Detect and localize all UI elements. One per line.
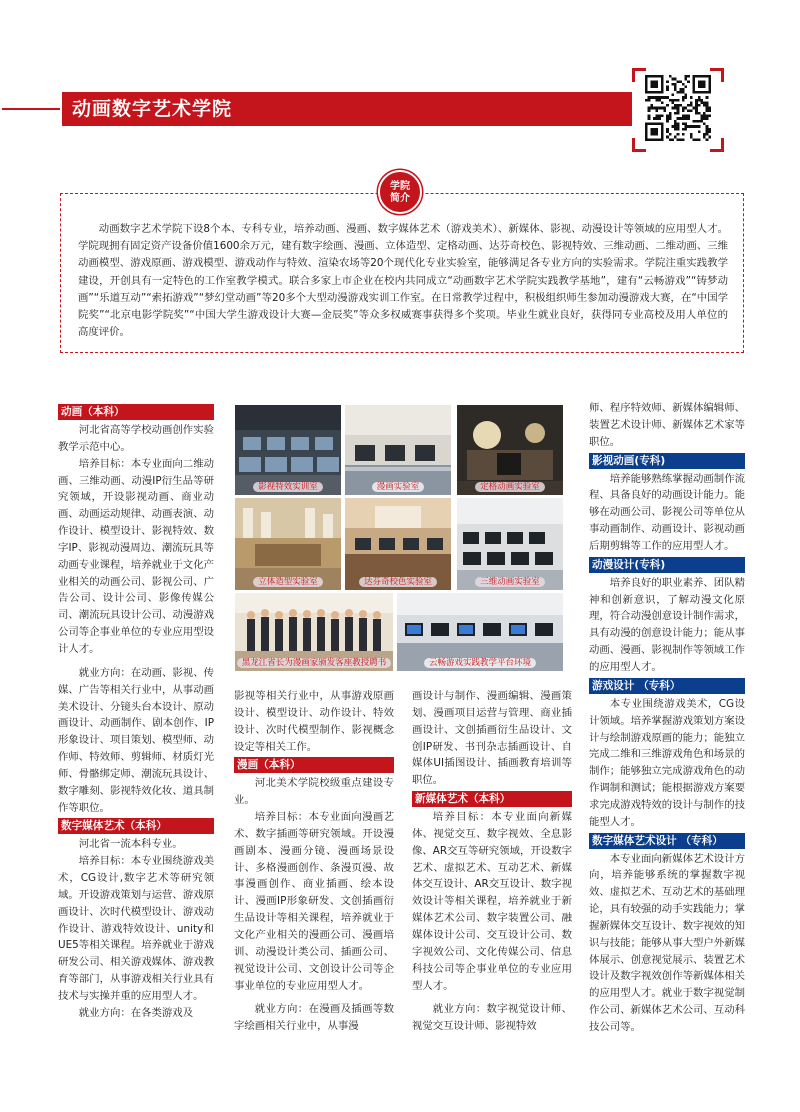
column-2 bbox=[234, 688, 394, 1035]
section-heading-game-design: 游戏设计 （专科） bbox=[589, 678, 745, 694]
section-heading-comics: 漫画（本科） bbox=[234, 757, 394, 773]
photo-3d-modeling-lab bbox=[235, 498, 341, 590]
new-media-design-p1: 本专业面向新媒体艺术设计方向，培养能够系统的掌握数字视效、虚拟艺术、互动艺术的基础理论，具有较强的动手实践能力；掌握新媒体交互设计、数字视效的知识与技能；能够从事大型户外新媒体展示、创意视觉展示、装置艺术设计及数字视效创作等新媒体相关的应用型人才。就业于数字视觉制作公司、新媒体艺术公司、互动科技公司等。 bbox=[589, 852, 745, 1033]
section-heading-film-animation: 影视动画(专科) bbox=[589, 453, 745, 469]
photo-caption: 影视特效实训室 bbox=[253, 482, 323, 492]
new-media-p1: 培养目标：本专业面向新媒体、视觉交互、数字视效、全息影像、AR交互等研究领域，开设数字艺术、虚拟艺术、互动艺术、新媒体交互设计、AR交互设计、数字视效设计等相关课程，培养就业于新媒体艺术公司、数字装置公司、融媒体设计公司、交互设计公司、数字视效公司、文化传媒公司、信息科技公司等企事业单位的专业应用型人才。 bbox=[412, 811, 572, 992]
column-4-continuation: 师、程序特效师、新媒体编辑师、装置艺术设计师、新媒体艺术家等职位。 bbox=[589, 402, 745, 448]
title-banner bbox=[60, 92, 632, 126]
digital-media-p3: 就业方向：在各类游戏及 bbox=[78, 1006, 194, 1019]
digital-media-p2: 培养目标：本专业围绕游戏美术，CG设计,数字艺术等研究领域。开设游戏策划与运营、游戏原画设计、次时代模型设计、游戏动作设计、游戏特效设计、unity和UE5等相关课程。培养就业于游戏研发公司、相关游戏媒体、游戏教育等部门，从事游戏相关行业具有技术与实操并重的应用型人才。 bbox=[58, 855, 214, 1002]
photo-caption: 漫画实验室 bbox=[372, 482, 425, 492]
photo-caption: 黑龙江省长为漫画家颁发客座教授聘书 bbox=[237, 658, 392, 668]
film-animation-p1: 培养能够熟练掌握动画制作流程、具备良好的动画设计能力。能够在动画公司、影视公司等单位从事动画制作、动画设计、影视动画后期剪辑等工作的应用型人才。 bbox=[589, 472, 745, 552]
intro-text: 动画数字艺术学院下设8个本、专科专业，培养动画、漫画、数字媒体艺术（游戏美术）、新媒体、影视、动漫设计等领域的应用型人才。学院现拥有固定资产设备价值1600余万元，建有数字绘画、漫画、立体造型、定格动画、达芬奇校色、影视特效、三维动画、二维动画、三维动画模型、游戏原画、游戏模型、游戏动作与特效、渲染农场等20个现代化专业实验室，能够满足各专业方向的实验需求。学院注重实践教学建设，开创具有一定特色的工作室教学模式。联合多家上市企业在校内共同成立“动画数字艺术学院实践教学基地”，建有“云畅游戏”“铸梦动画”“乐道互动”“索拓游戏”“梦幻堂动画”等20多个大型动漫游戏实训工作室。在日常教学过程中，积极组织师生参加动漫游戏大赛，在“中国学院奖”“北京电影学院奖”“中国大学生游戏设计大赛—金辰奖”等众多权威赛事获得多个奖项。毕业生就业良好，获得同专业高校及用人单位的高度评价。 bbox=[78, 223, 728, 339]
comics-p2: 培养目标：本专业面向漫画艺术、数字插画等研究领域。开设漫画剧本、漫画分镜、漫画场景设计、多格漫画创作、条漫页漫、故事漫画创作、商业插画、绘本设计、漫画IP形象研发、文创插画衍生品设计等相关课程，培养就业于文化产业相关的漫画公司、漫画培训、动漫设计类公司、插画公司、视觉设计公司、文创设计公司等企事业单位的专业应用型人才。 bbox=[234, 811, 394, 992]
photo-caption: 定格动画实验室 bbox=[475, 482, 545, 492]
qr-code-icon bbox=[645, 75, 711, 141]
intro-badge-line2: 简介 bbox=[390, 193, 410, 204]
anim-design-p1: 培养良好的职业素养、团队精神和创新意识，了解动漫文化原理，符合动漫创意设计制作需求，具有动漫的创意设计能力；能从事动画、漫画、影视制作等领域工作的应用型人才。 bbox=[589, 576, 745, 673]
photo-3d-animation-lab bbox=[457, 498, 563, 590]
animation-p1: 河北省高等学校动画创作实验教学示范中心。 bbox=[58, 424, 214, 453]
photo-comics-lab bbox=[345, 405, 451, 495]
photo-caption: 达芬奇校色实验室 bbox=[359, 577, 437, 587]
section-heading-anim-design: 动漫设计(专科) bbox=[589, 557, 745, 573]
section-heading-new-media-design: 数字媒体艺术设计 （专科） bbox=[589, 833, 745, 849]
section-heading-digital-media: 数字媒体艺术（本科） bbox=[58, 818, 214, 834]
photo-professor-ceremony bbox=[235, 593, 393, 671]
column-2-continuation: 影视等相关行业中，从事游戏原画设计、模型设计、动作设计、特效设计、次时代模型制作、影视概念设定等相关工作。 bbox=[234, 690, 394, 753]
page-title: 动画数字艺术学院 bbox=[72, 98, 233, 120]
animation-p3: 就业方向：在动画、影视、传媒、广告等相关行业中，从事动画美术设计、分镜头台本设计、原动画设计、动画制作、剧本创作、IP形象设计、项目策划、模型师、动作师、特效师、剪辑师、材质灯光师、骨骼绑定师、潮流玩具设计、数字雕刻、影视特效化妆、道具制作等职位。 bbox=[58, 666, 214, 814]
column-3 bbox=[412, 688, 572, 1035]
qr-code-frame bbox=[632, 68, 724, 152]
column-1 bbox=[58, 402, 214, 1022]
section-heading-new-media: 新媒体艺术（本科） bbox=[412, 791, 572, 807]
photo-caption: 立体造型实验室 bbox=[253, 577, 323, 587]
photo-stopmotion-lab bbox=[457, 405, 563, 495]
title-rule bbox=[2, 108, 60, 110]
column-4 bbox=[589, 400, 745, 1036]
photo-game-platform bbox=[397, 593, 563, 671]
new-media-p2: 就业方向：数字视觉设计师、视觉交互设计师、影视特效 bbox=[412, 1003, 572, 1033]
comics-p3: 就业方向：在漫画及插画等数字绘画相关行业中，从事漫 bbox=[234, 1003, 394, 1033]
digital-media-p1: 河北省一流本科专业。 bbox=[78, 838, 183, 851]
column-3-continuation: 画设计与制作、漫画编辑、漫画策划、漫画项目运营与管理、商业插画设计、文创插画衍生品设计、文创IP研发、书刊杂志插画设计、自媒体UI插图设计、插画教育培训等职位。 bbox=[412, 690, 572, 787]
photo-caption: 云畅游戏实践教学平台环境 bbox=[424, 658, 536, 668]
animation-p2: 培养目标：本专业面向二维动画、三维动画、动漫IP衍生品等研究领域，开设影视动画、商业动画、动画运动规律、动画表演、动作设计、模型设计、影视特效、数字IP、影视动漫周边、潮流玩具等动画专业课程，培养就业于文化产业相关的动画公司、影视公司、广告公司、设计公司、影像传媒公司、潮流玩具设计公司、动漫游戏公司等企事业单位的专业应用型设计人才。 bbox=[58, 457, 214, 655]
section-heading-animation: 动画（本科） bbox=[58, 404, 214, 420]
photo-davinci-lab bbox=[345, 498, 451, 590]
photo-vfx-lab bbox=[235, 405, 341, 495]
game-design-p1: 本专业围绕游戏美术，CG设计领域。培养掌握游戏策划方案设计与绘制游戏原画的能力；能独立完成二维和三维游戏角色和场景的制作；能够独立完成游戏角色的动作调制和测试；能根据游戏方案要求完成游戏特效的设计与制作的技能型人才。 bbox=[589, 697, 745, 828]
intro-badge-line1: 学院 bbox=[390, 181, 410, 192]
intro-badge bbox=[378, 170, 422, 214]
photo-caption: 三维动画实验室 bbox=[475, 577, 545, 587]
comics-p1: 河北美术学院校级重点建设专业。 bbox=[234, 777, 394, 807]
